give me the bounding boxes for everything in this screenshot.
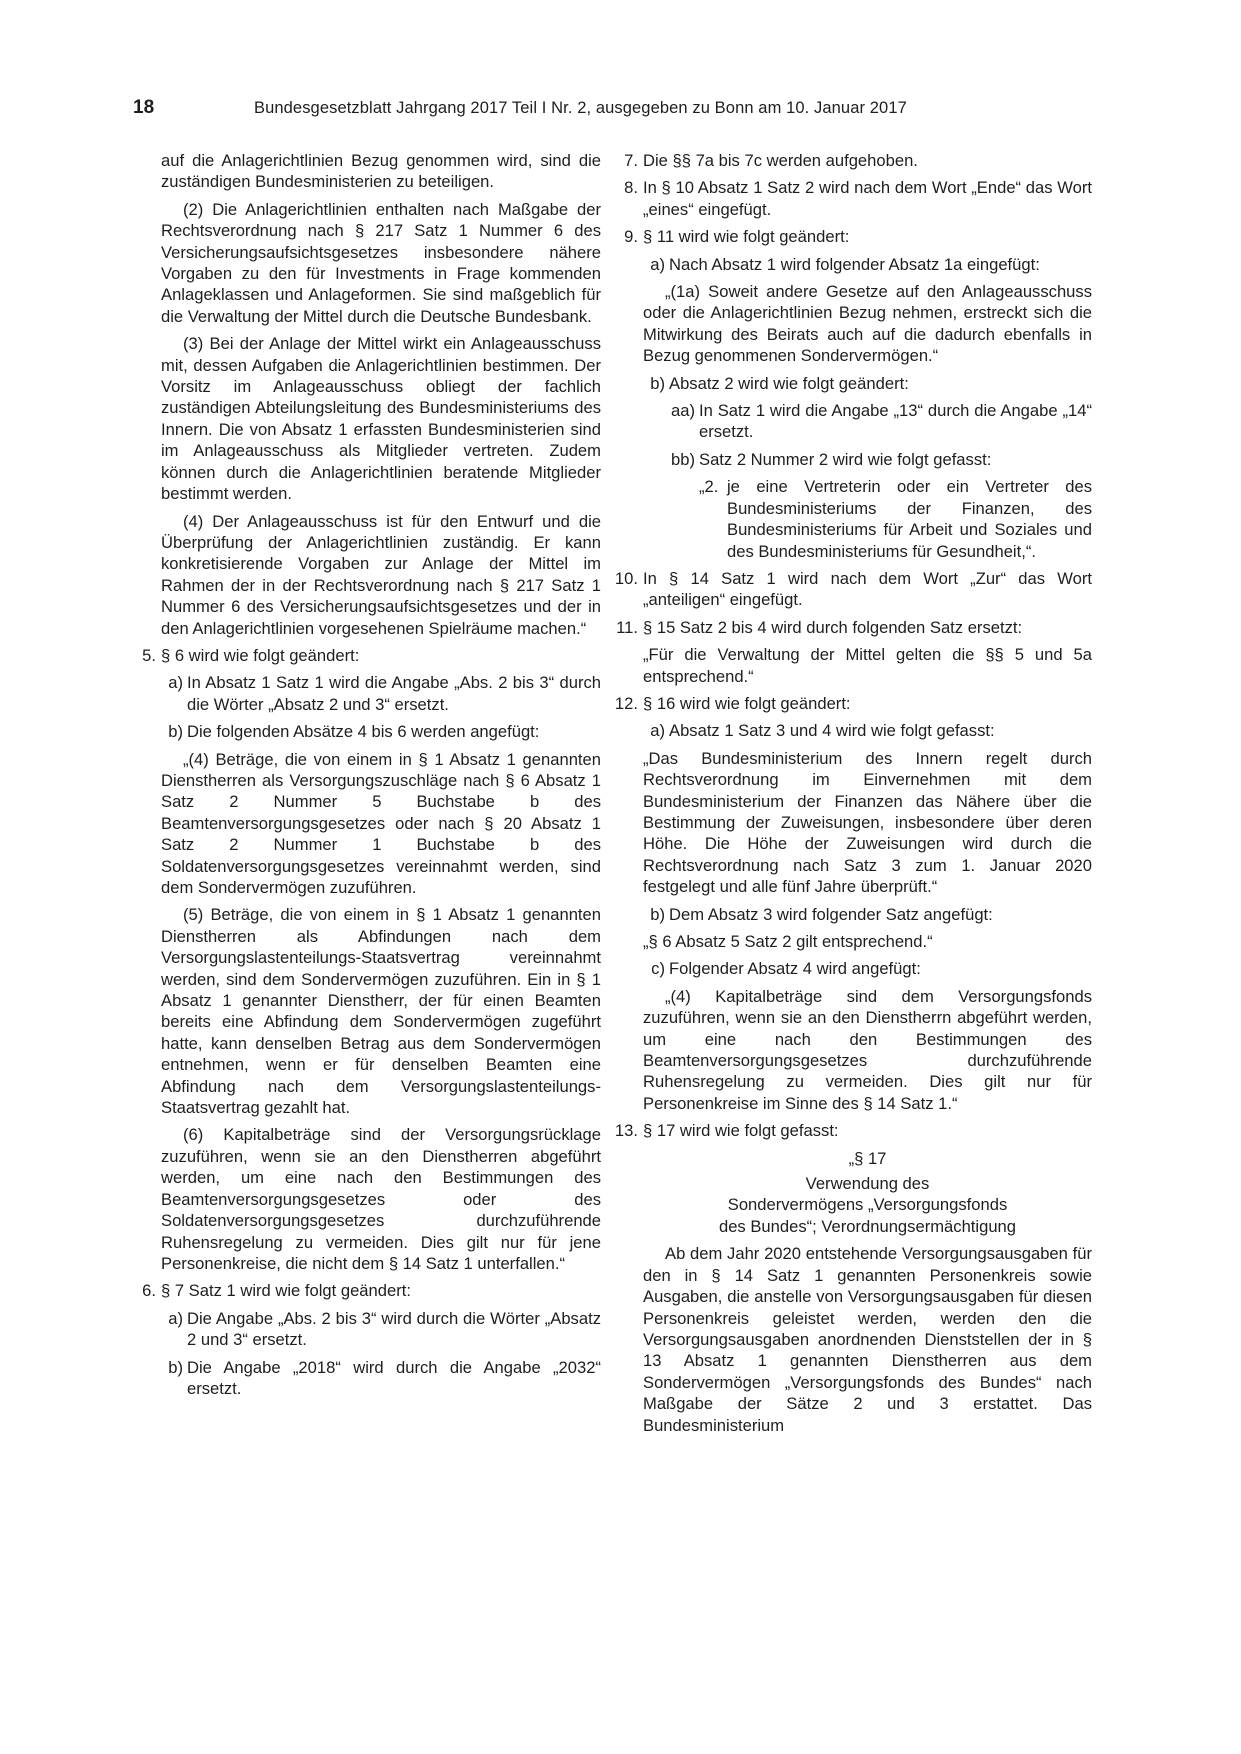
item-11 — [616, 617, 1092, 638]
item-text: § 11 wird wie folgt geändert: — [643, 227, 850, 247]
item-letter: a) — [168, 673, 183, 693]
item-text: Absatz 2 wird wie folgt geändert: — [669, 373, 909, 393]
item-12a — [643, 720, 1092, 741]
item-text: Die §§ 7a bis 7c werden aufgehoben. — [643, 151, 918, 170]
item-text: § 6 wird wie folgt geändert: — [161, 645, 360, 665]
section-17-title-line-3: des Bundes“; Verordnungsermächtigung — [718, 1216, 1017, 1236]
item-number: 12. — [614, 693, 638, 713]
section-17-heading: „§ 17 — [848, 1148, 887, 1168]
item-6a — [161, 1308, 601, 1351]
item-12c — [643, 958, 1092, 979]
item-number: 7. — [624, 151, 638, 170]
item-text: In § 14 Satz 1 wird nach dem Wort „Zur“ das Wort „anteiligen“ eingefügt. — [643, 568, 1092, 610]
quote-absatz-1-satz-3-4: „Das Bundesministerium des Innern regelt durch Rechtsverordnung im Einvernehmen mit dem Bundesministerium der Finanzen das Nähere über die Bestimmung der Zuweisungen, insbesondere über deren Höhe. Die Höhe der Zuweisungen wird durch die Rechtsverordnung nach Satz 3 zum 1. Januar 2020 festgelegt und alle fünf Jahre überprüft.“ — [643, 748, 1092, 897]
item-sub-letter: bb) — [671, 449, 695, 469]
item-6 — [142, 1280, 601, 1301]
item-text: Absatz 1 Satz 3 und 4 wird wie folgt gefasst: — [669, 721, 995, 741]
item-5a — [161, 672, 601, 715]
item-8 — [624, 177, 1092, 220]
item-text: Satz 2 Nummer 2 wird wie folgt gefasst: — [699, 449, 992, 469]
item-text: In Absatz 1 Satz 1 wird die Angabe „Abs. 2 bis 3“ durch die Wörter „Absatz 2 und 3“ ersetzt. — [187, 673, 601, 714]
quote-text: je eine Vertreterin oder ein Vertreter des Bundesministeriums der Finanzen, des Bundesministeriums für Arbeit und Soziales und des Bundesministeriums für Gesundheit,“. — [727, 477, 1092, 561]
item-text: Die folgenden Absätze 4 bis 6 werden angefügt: — [187, 722, 540, 742]
item-number: 13. — [614, 1121, 638, 1141]
item-text: § 15 Satz 2 bis 4 wird durch folgenden Satz ersetzt: — [643, 617, 1023, 637]
item-number: 6. — [142, 1281, 156, 1301]
item-letter: a) — [168, 1308, 183, 1328]
left-column — [142, 150, 601, 1405]
quote-absatz-4: „(4) Beträge, die von einem in § 1 Absatz 1 genannten Dienstherren als Versorgungszuschläge nach § 6 Absatz 1 Satz 2 Nummer 5 Buchstabe b des Beamtenversorgungsgesetzes oder nach § 20 Absatz 1 Satz 2 Nummer 1 Buchstabe b des Soldatenversorgungsgesetzes vereinnahmt werden, sind dem Sondervermögen zuzuführen. — [161, 749, 601, 897]
quote-absatz-4: „(4) Kapitalbeträge sind dem Versorgungsfonds zuzuführen, wenn sie an den Dienstherrn abgeführt werden, um eine nach den Bestimmungen des Beamtenversorgungsgesetzes durchzuführende Ruhensregelung zu vermeiden. Dies gilt nur für Personenkreise im Sinne des § 14 Satz 1.“ — [643, 986, 1092, 1113]
item-letter: b) — [168, 1357, 183, 1377]
item-letter: b) — [650, 373, 665, 393]
item-number: 11. — [616, 617, 638, 637]
item-7 — [624, 150, 1092, 171]
quote-absatz-3-satz: „§ 6 Absatz 5 Satz 2 gilt entsprechend.“ — [643, 932, 933, 951]
item-13 — [614, 1120, 1092, 1141]
item-text: § 17 wird wie folgt gefasst: — [643, 1121, 839, 1141]
item-number: 10. — [614, 568, 638, 588]
paragraph-4: (4) Der Anlageausschuss ist für den Entwurf und die Überprüfung der Anlagerichtlinien zuständig. Er kann konkretisierende Vorgaben zur Anlage der Mittel im Rahmen der in der Rechtsverordnung nach § 217 Satz 1 Nummer 6 des Versicherungsaufsichtsgesetzes und der in den Anlagerichtlinien vorgesehenen Spielräume machen.“ — [161, 511, 601, 638]
item-text: Die Angabe „2018“ wird durch die Angabe „2032“ ersetzt. — [187, 1357, 601, 1398]
item-9b-bb — [669, 449, 1092, 470]
item-9b-aa — [669, 400, 1092, 443]
item-letter: c) — [651, 959, 665, 979]
page-number: 18 — [133, 97, 155, 118]
item-text: Die Angabe „Abs. 2 bis 3“ wird durch die Wörter „Absatz 2 und 3“ ersetzt. — [187, 1308, 601, 1350]
item-text: In Satz 1 wird die Angabe „13“ durch die Angabe „14“ ersetzt. — [699, 401, 1092, 442]
paragraph-2: (2) Die Anlagerichtlinien enthalten nach Maßgabe der Rechtsverordnung nach § 217 Satz 1 Nummer 6 des Versicherungsaufsichtsgesetzes insbesondere nähere Vorgaben zu den für Investments in Frage kommenden Anlageklassen und Anlageformen. Sie sind maßgeblich für die Verwaltung der Mittel durch die Deutsche Bundesbank. — [161, 199, 601, 326]
item-12b — [643, 904, 1092, 925]
section-17-title-line-1: Verwendung des — [805, 1174, 930, 1194]
quote-absatz-1a: „(1a) Soweit andere Gesetze auf den Anlageausschuss oder die Anlagerichtlinien Bezug nehmen, erstreckt sich die Mitwirkung des Beirats auch auf die dadurch ebenfalls in Bezug genommenen Sondervermögen.“ — [643, 282, 1092, 366]
quote-absatz-5: (5) Beträge, die von einem in § 1 Absatz 1 genannten Dienstherren als Abfindungen nach dem Versorgungslastenteilungs-Staatsvertrag vereinnahmt werden, sind dem Sondervermögen zuzuführen. Ein in § 1 Absatz 1 genannter Dienstherr, der für einen Beamten bereits eine Abfindung dem Sondervermögen zugeführt hatte, kann denselben Betrag aus dem Sondervermögen entnehmen, wenn er für denselben Beamten eine Abfindung nach dem Versorgungslastenteilungs-Staatsvertrag gezahlt hat. — [161, 905, 601, 1118]
quote-absatz-6: (6) Kapitalbeträge sind der Versorgungsrücklage zuzuführen, wenn sie an den Dienstherren abgeführt werden, um eine nach den Bestimmungen des Beamtenversorgungsgesetzes oder des Soldatenversorgungsgesetzes durchzuführende Ruhensregelung zu vermeiden. Dies gilt nur für jene Personenkreise, die nicht dem § 14 Satz 1 unterfallen.“ — [161, 1125, 601, 1273]
item-text: Folgender Absatz 4 wird angefügt: — [669, 959, 921, 979]
item-9b — [643, 373, 1092, 394]
item-5b — [161, 721, 601, 742]
item-9a — [643, 254, 1092, 275]
paragraph-continued: auf die Anlagerichtlinien Bezug genommen wird, sind die zuständigen Bundesministerien zu beteiligen. — [161, 151, 601, 192]
right-column — [614, 150, 1092, 1442]
item-5 — [142, 645, 601, 666]
item-6b — [161, 1357, 601, 1400]
item-letter: a) — [650, 254, 665, 274]
item-number: 5. — [142, 645, 156, 665]
item-12 — [614, 693, 1092, 714]
section-17-title-line-2: Sondervermögens „Versorgungsfonds — [727, 1195, 1008, 1215]
running-title: Bundesgesetzblatt Jahrgang 2017 Teil I Nr. 2, ausgegeben zu Bonn am 10. Januar 2017 — [254, 99, 907, 117]
paragraph-3: (3) Bei der Anlage der Mittel wirkt ein Anlageausschuss mit, dessen Aufgaben die Anlagerichtlinien bestimmen. Der Vorsitz im Anlageausschuss obliegt der fachlich zuständigen Abteilungsleitung des Bundesministeriums des Innern. Die von Absatz 1 erfassten Bundesministerien sind im Anlageausschuss als Mitglieder vertreten. Zudem können durch die Anlagerichtlinien beratende Mitglieder bestimmt werden. — [161, 334, 601, 504]
item-text: Dem Absatz 3 wird folgender Satz angefügt: — [669, 904, 993, 924]
item-text: In § 10 Absatz 1 Satz 2 wird nach dem Wort „Ende“ das Wort „eines“ eingefügt. — [643, 178, 1092, 219]
item-letter: a) — [650, 721, 665, 741]
item-letter: b) — [168, 722, 183, 742]
quote-satz-2: „Für die Verwaltung der Mittel gelten die §§ 5 und 5a entsprechend.“ — [643, 645, 1092, 686]
item-text: Nach Absatz 1 wird folgender Absatz 1a eingefügt: — [669, 254, 1040, 274]
page-header — [133, 99, 993, 123]
item-9 — [624, 226, 1092, 247]
section-17-body: Ab dem Jahr 2020 entstehende Versorgungsausgaben für den in § 14 Satz 1 genannten Personenkreis sowie Ausgaben, die anstelle von Versorgungsausgaben für diesen Personenkreis geleistet werden, werden den die Versorgungsausgaben anordnenden Dienststellen der in § 13 Absatz 1 genannten Dienstherren aus dem Sondervermögen „Versorgungsfonds des Bundes“ nach Maßgabe der Sätze 2 und 3 erstattet. Das Bundesministerium — [643, 1244, 1092, 1435]
item-10 — [614, 568, 1092, 611]
item-number: 9. — [624, 227, 638, 247]
item-sub-letter: aa) — [671, 401, 695, 421]
item-text: § 7 Satz 1 wird wie folgt geändert: — [161, 1281, 411, 1301]
item-number: 8. — [624, 178, 638, 198]
item-text: § 16 wird wie folgt geändert: — [643, 693, 851, 713]
item-letter: b) — [650, 904, 665, 924]
quote-number: „2. — [699, 477, 719, 497]
quote-nummer-2 — [699, 476, 1092, 562]
